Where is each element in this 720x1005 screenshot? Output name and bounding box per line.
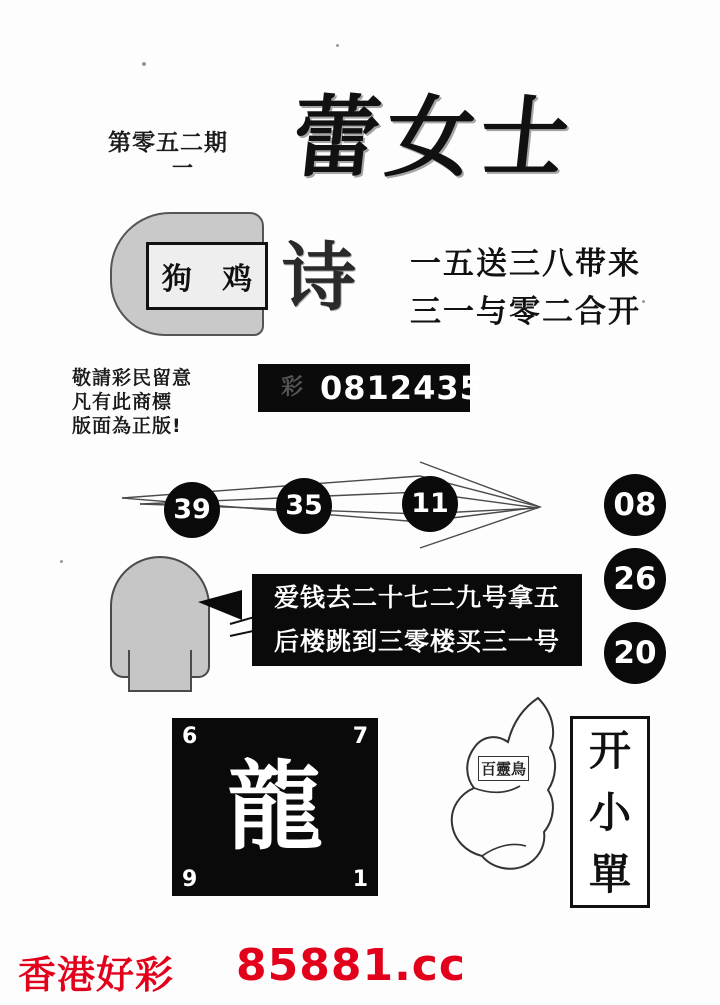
bird-label: 百靈鳥 bbox=[478, 756, 529, 781]
bird-outline-icon bbox=[420, 690, 570, 880]
ball-26: 26 bbox=[604, 548, 666, 610]
speck bbox=[642, 300, 645, 303]
poem-line-2: 三一与零二合开 bbox=[410, 294, 641, 330]
speck bbox=[336, 44, 339, 47]
ball-08: 08 bbox=[604, 474, 666, 536]
dragon-corner-bottom-right: 1 bbox=[352, 867, 368, 892]
ball-39: 39 bbox=[164, 482, 220, 538]
ball-35: 35 bbox=[276, 478, 332, 534]
dragon-corner-top-right: 7 bbox=[352, 724, 368, 749]
footer-brand: 香港好彩 bbox=[18, 953, 175, 997]
poem-marker: 诗 bbox=[282, 235, 356, 321]
stamp-char-2: 小 bbox=[588, 788, 631, 837]
poem-line-1: 一五送三八带来 bbox=[410, 246, 641, 282]
stamp-glyph: 彩 bbox=[280, 375, 303, 400]
vertical-stamp bbox=[570, 716, 650, 908]
issue-sublabel: 一 bbox=[172, 156, 193, 180]
masthead-title: 蕾女士 bbox=[286, 86, 580, 189]
zodiac-box bbox=[146, 242, 268, 310]
issue-label: 第零五二期 bbox=[108, 130, 228, 156]
dragon-corner-bottom-left: 9 bbox=[182, 867, 198, 892]
ball-20: 20 bbox=[604, 622, 666, 684]
zodiac-label: 狗 鸡 bbox=[161, 262, 263, 297]
notice-line-2: 凡有此商標 bbox=[72, 391, 173, 413]
dragon-block bbox=[172, 718, 378, 896]
notice-text bbox=[72, 366, 192, 438]
code-digits: 0812435 bbox=[320, 369, 483, 407]
phrase-line-1: 爱钱去二十七二九号拿五 bbox=[273, 583, 560, 612]
notice-line-3: 版面為正版! bbox=[72, 415, 182, 437]
speck bbox=[60, 560, 63, 563]
phrase-line-2: 后楼跳到三零楼买三一号 bbox=[273, 627, 560, 656]
phrase-box bbox=[252, 574, 582, 666]
notice-line-1: 敬請彩民留意 bbox=[72, 367, 193, 389]
dragon-character: 龍 bbox=[227, 751, 323, 863]
stamp-char-3: 單 bbox=[588, 850, 631, 899]
ball-11: 11 bbox=[402, 476, 458, 532]
stamp-char-1: 开 bbox=[588, 726, 631, 775]
speck bbox=[142, 62, 146, 66]
dragon-corner-top-left: 6 bbox=[182, 724, 198, 749]
poem-lines bbox=[410, 240, 641, 336]
neck-silhouette bbox=[128, 650, 192, 692]
footer bbox=[0, 940, 720, 1005]
footer-url: 85881.cc bbox=[236, 940, 466, 991]
code-bar bbox=[258, 364, 483, 412]
